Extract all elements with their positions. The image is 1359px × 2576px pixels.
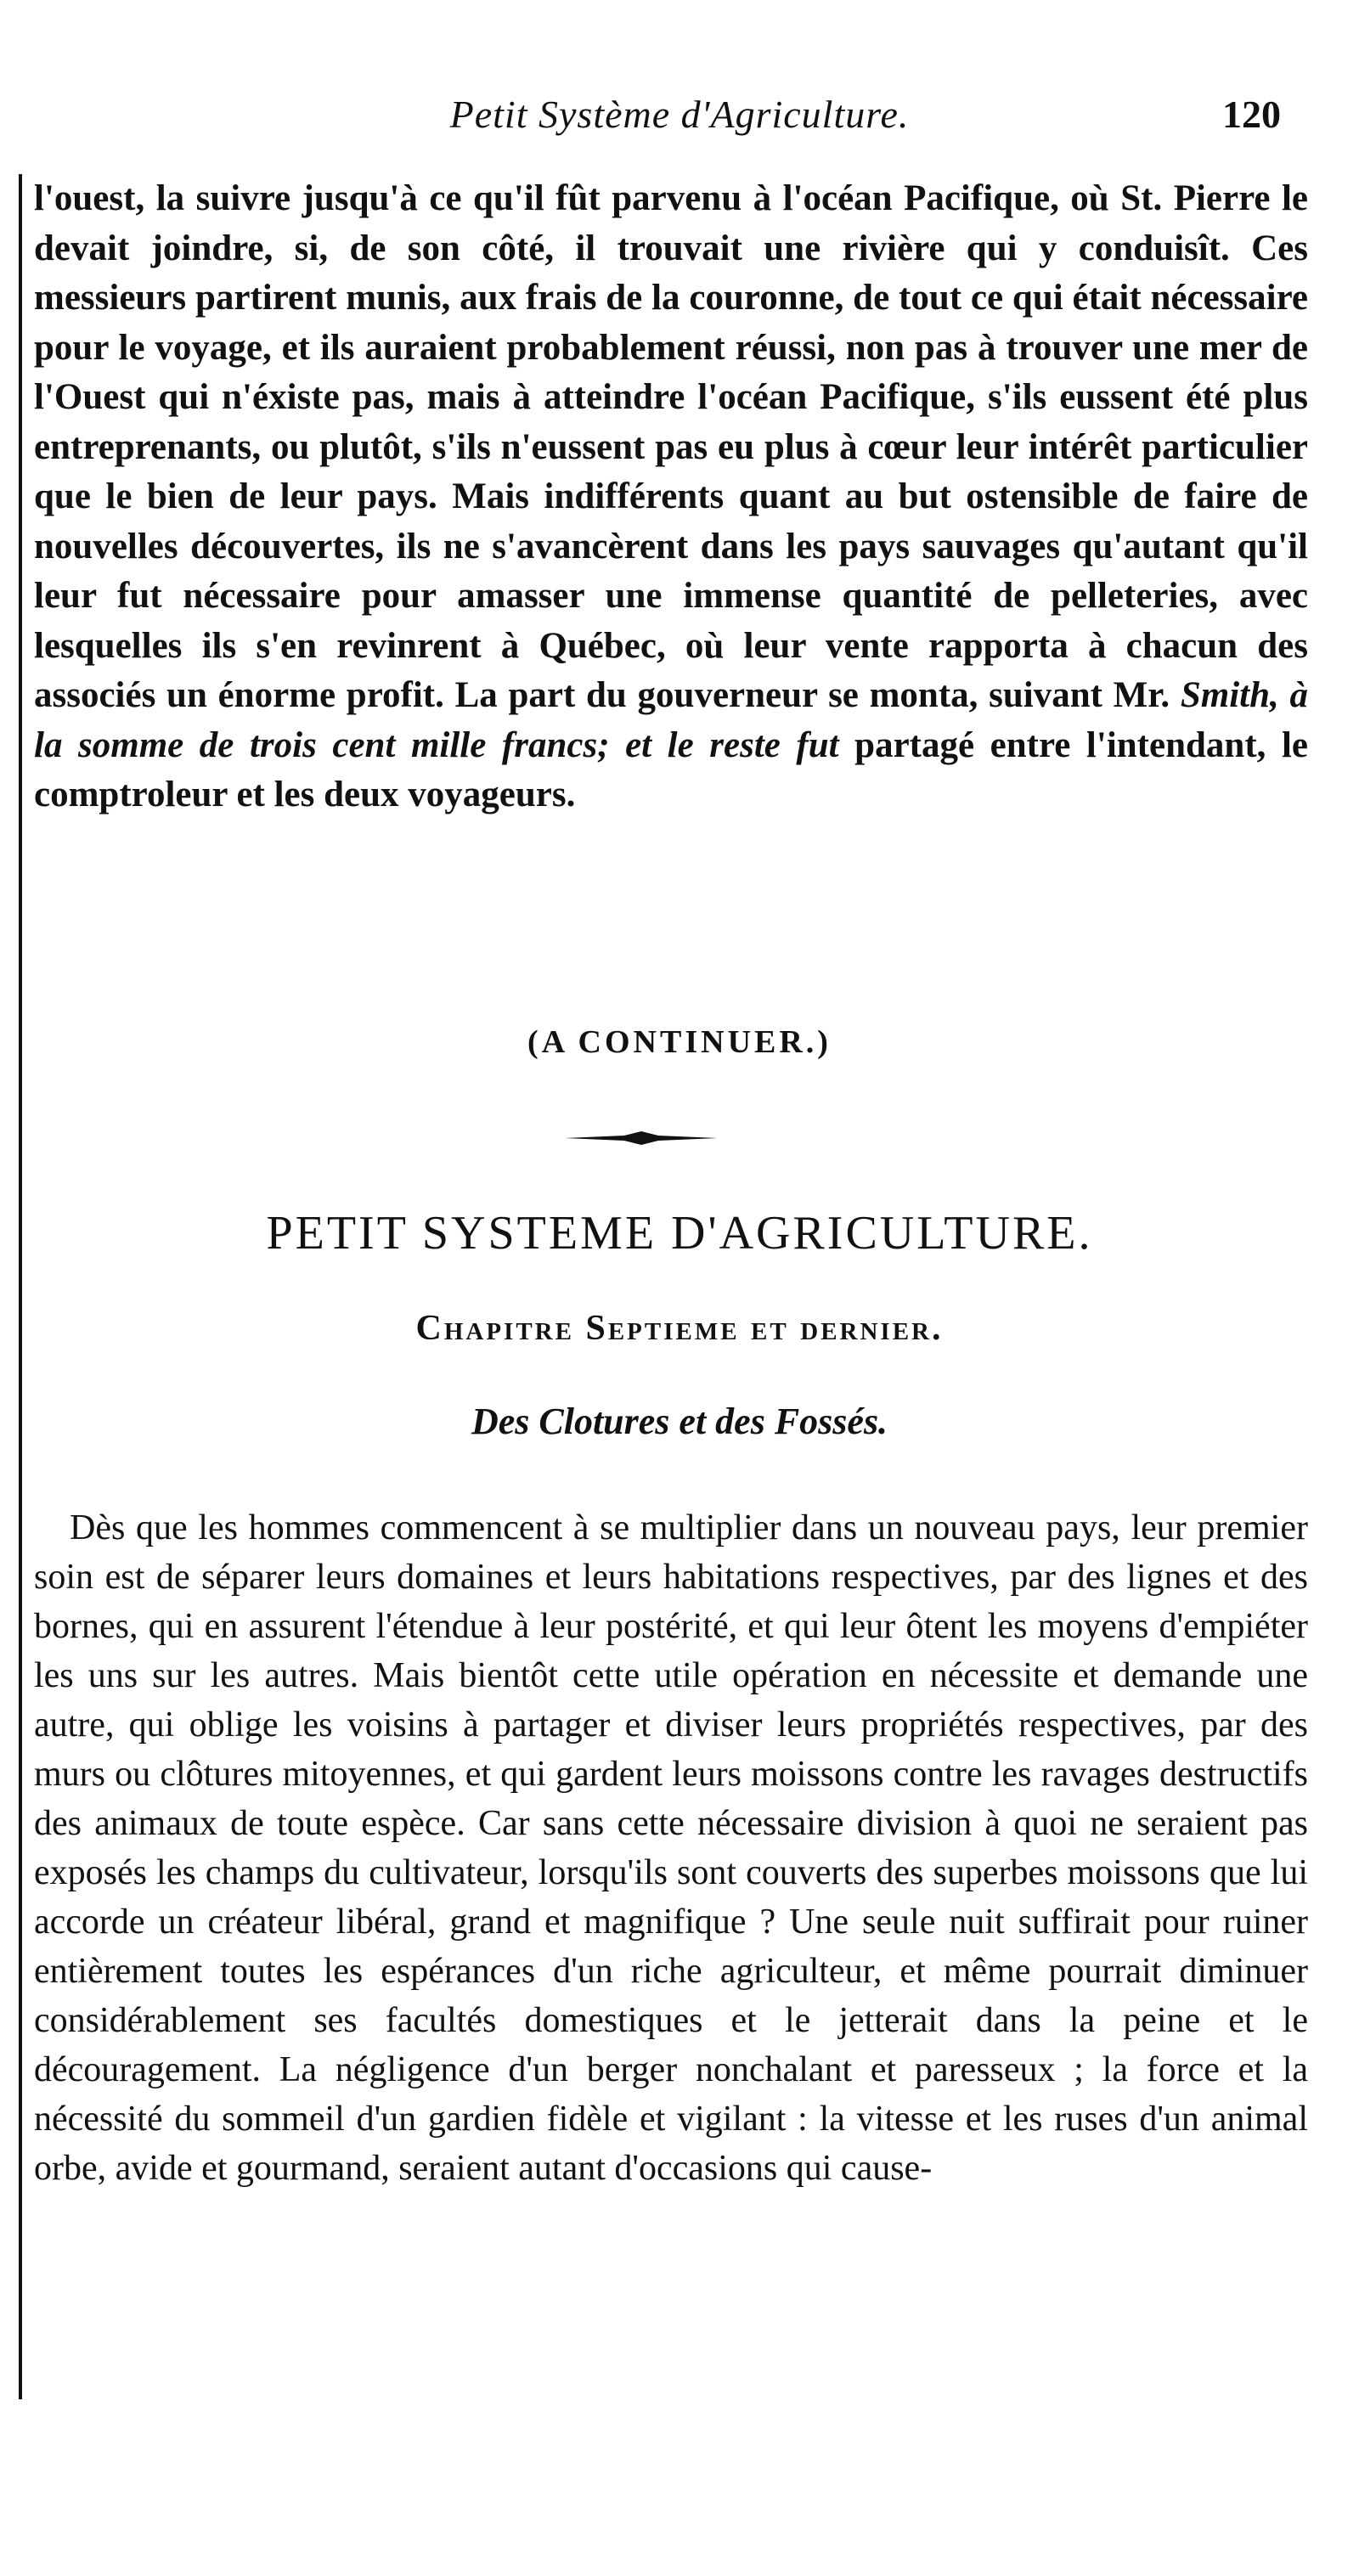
continuing-text-part3: partagé entre l'intendant, le comptroleur et les deux voyageurs.	[34, 724, 1308, 815]
chapter-subtitle: Chapitre Septieme et dernier.	[415, 1309, 944, 1348]
continuing-text-part1: l'ouest, la suivre jusqu'à ce qu'il fût parvenu à l'océan Pacifique, où St. Pierre le devait joindre, si, de son côté, il trouvait une rivière qui y conduisît. Ces messieurs partirent munis, aux frais de la couronne, de tout ce qui était nécessaire pour le voyage, et ils auraient probablement réussi, non pas à trouver une mer de l'Ouest qui n'éxiste pas, mais à atteindre l'océan Pacifique, s'ils eussent été plus entreprenants, ou plutôt, s'ils n'eussent pas eu plus à cœur leur intérêt particulier que le bien de leur pays. Mais indifférents quant au but ostensible de faire de nouvelles découvertes, ils ne s'avancèrent dans les pays sauvages qu'autant qu'il leur fut nécessaire pour amasser une immense quantité de pelleteries, avec lesquelles ils s'en revinrent à Québec, où leur vente rapporta à chacun des associés un énorme profit. La part du gouverneur se monta, suivant Mr.	[34, 178, 1308, 715]
page-number: 120	[1222, 93, 1281, 136]
to-be-continued-note: (A CONTINUER.)	[527, 1024, 832, 1060]
running-head	[34, 92, 1325, 151]
continuing-text-italic: Smith, à la somme de trois cent mille francs; et le reste fut	[34, 675, 1308, 765]
body-paragraph-text: Dès que les hommes commencent à se multiplier dans un nouveau pays, leur premier soin est de séparer leurs domaines et leurs habitations respectives, par des lignes et des bornes, qui en assurent l'étendue à leur postérité, et qui leur ôtent les moyens d'empiéter les uns sur les autres. Mais bientôt cette utile opération en nécessite et demande une autre, qui oblige les voisins à partager et diviser leurs propriétés respectives, par des murs ou clôtures mitoyennes, et qui gardent leurs moissons contre les ravages destructifs des animaux de toute espèce. Car sans cette nécessaire division à quoi ne seraient pas exposés les champs du cultivateur, lorsqu'ils sont couverts des superbes moissons que lui accorde un créateur libéral, grand et magnifique ? Une seule nuit suffirait pour ruiner entièrement toutes les espérances d'un riche agriculteur, et même pourrait diminuer considérablement ses facultés domestiques et le jetterait dans la peine et le découragement. La négligence d'un berger nonchalant et paresseux ; la force et la nécessité du sommeil d'un gardien fidèle et vigilant : la vitesse et les ruses d'un animal orbe, avide et gourmand, seraient autant d'occasions qui cause-	[34, 1508, 1308, 2188]
chapter-title: PETIT SYSTEME D'AGRICULTURE.	[266, 1207, 1093, 1260]
ornamental-divider	[565, 1130, 718, 1147]
body-paragraph	[34, 1503, 1308, 2193]
left-margin-rule	[19, 174, 22, 2399]
continuing-paragraph-text	[34, 174, 1308, 820]
running-title: Petit Système d'Agriculture.	[449, 93, 910, 136]
section-title: Des Clotures et des Fossés.	[471, 1401, 888, 1442]
continuing-paragraph	[34, 174, 1308, 820]
